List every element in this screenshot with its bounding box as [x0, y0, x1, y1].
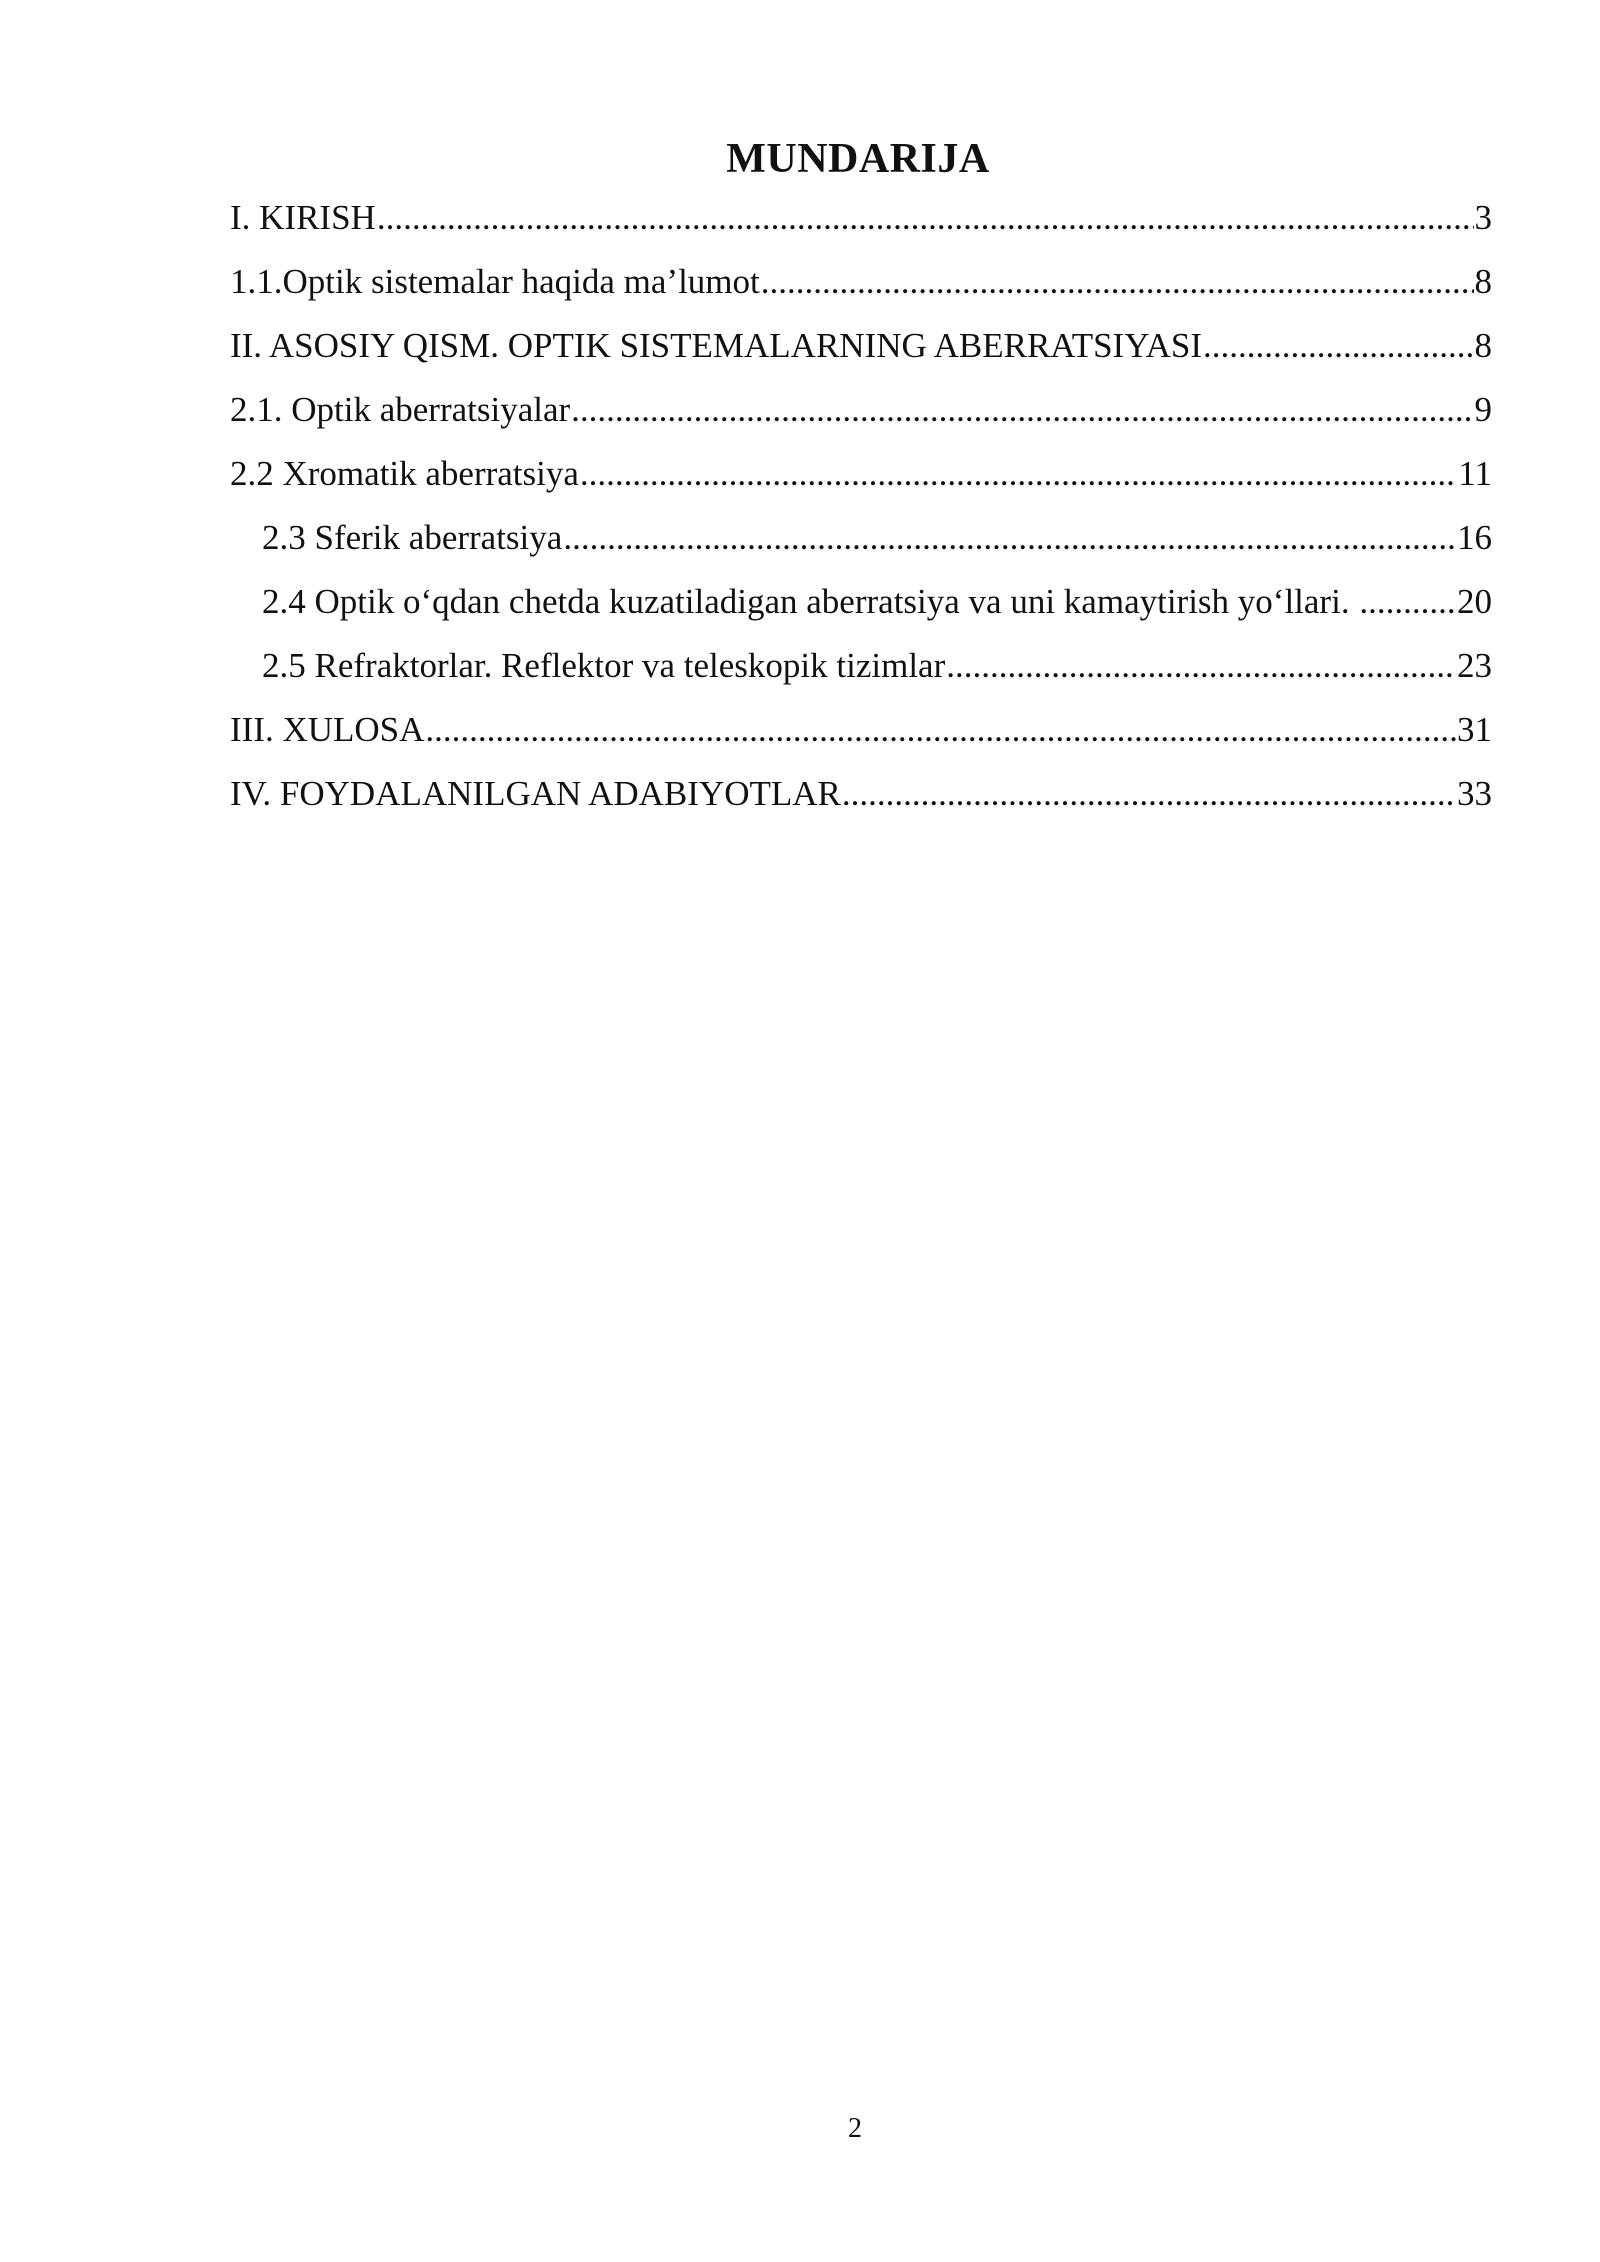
toc-leader-dots	[571, 378, 1473, 442]
toc-entry-page: 3	[1474, 198, 1492, 237]
toc-title: MUNDARIJA	[726, 136, 990, 182]
toc-entry[interactable]	[230, 378, 1492, 442]
toc-entry[interactable]	[230, 762, 1492, 826]
toc-entry-label: IV. FOYDALANILGAN ADABIYOTLAR	[230, 774, 841, 813]
toc-entry[interactable]	[230, 314, 1492, 378]
toc-leader-dots	[425, 698, 1456, 762]
toc-entry-page: 20	[1457, 582, 1492, 621]
toc-leader-dots	[580, 442, 1457, 506]
toc-entry[interactable]	[230, 250, 1492, 314]
toc-entry-page: 23	[1457, 646, 1492, 685]
toc-leader-dots	[377, 186, 1474, 250]
toc-entry-page: 31	[1457, 710, 1492, 749]
toc-entry-page: 9	[1474, 390, 1492, 429]
toc-entry-page: 8	[1474, 262, 1492, 301]
table-of-contents	[230, 186, 1492, 826]
toc-entry[interactable]	[230, 634, 1492, 698]
toc-entry-page: 16	[1457, 518, 1492, 557]
toc-leader-dots	[1359, 570, 1456, 634]
toc-entry-page: 11	[1458, 454, 1492, 493]
toc-leader-dots	[761, 250, 1474, 314]
toc-entry-page: 8	[1474, 326, 1492, 365]
toc-entry[interactable]	[230, 186, 1492, 250]
toc-entry[interactable]	[230, 442, 1492, 506]
toc-leader-dots	[1203, 314, 1474, 378]
toc-entry-label: 2.3 Sferik aberratsiya	[262, 518, 563, 557]
toc-entry[interactable]	[230, 570, 1492, 634]
toc-entry[interactable]	[230, 698, 1492, 762]
toc-entry-label: 2.5 Refraktorlar. Reflektor va teleskopik tizimlar	[262, 646, 946, 685]
toc-leader-dots	[842, 762, 1456, 826]
toc-entry-label: II. ASOSIY QISM. OPTIK SISTEMALARNING ABERRATSIYASI	[230, 326, 1202, 365]
toc-entry-label: III. XULOSA	[230, 710, 425, 749]
toc-entry-label: I. KIRISH	[230, 198, 376, 237]
toc-entry-page: 33	[1457, 774, 1492, 813]
toc-entry-label: 2.1. Optik aberratsiyalar	[230, 390, 571, 429]
toc-entry-label: 1.1.Optik sistemalar haqida ma’lumot	[230, 262, 760, 301]
toc-leader-dots	[946, 634, 1456, 698]
toc-entry-label: 2.2 Xromatik aberratsiya	[230, 454, 579, 493]
toc-leader-dots	[563, 506, 1456, 570]
page-number: 2	[848, 2113, 862, 2144]
toc-entry[interactable]	[230, 506, 1492, 570]
toc-entry-label: 2.4 Optik o‘qdan chetda kuzatiladigan aberratsiya va uni kamaytirish yo‘llari.	[262, 582, 1359, 621]
